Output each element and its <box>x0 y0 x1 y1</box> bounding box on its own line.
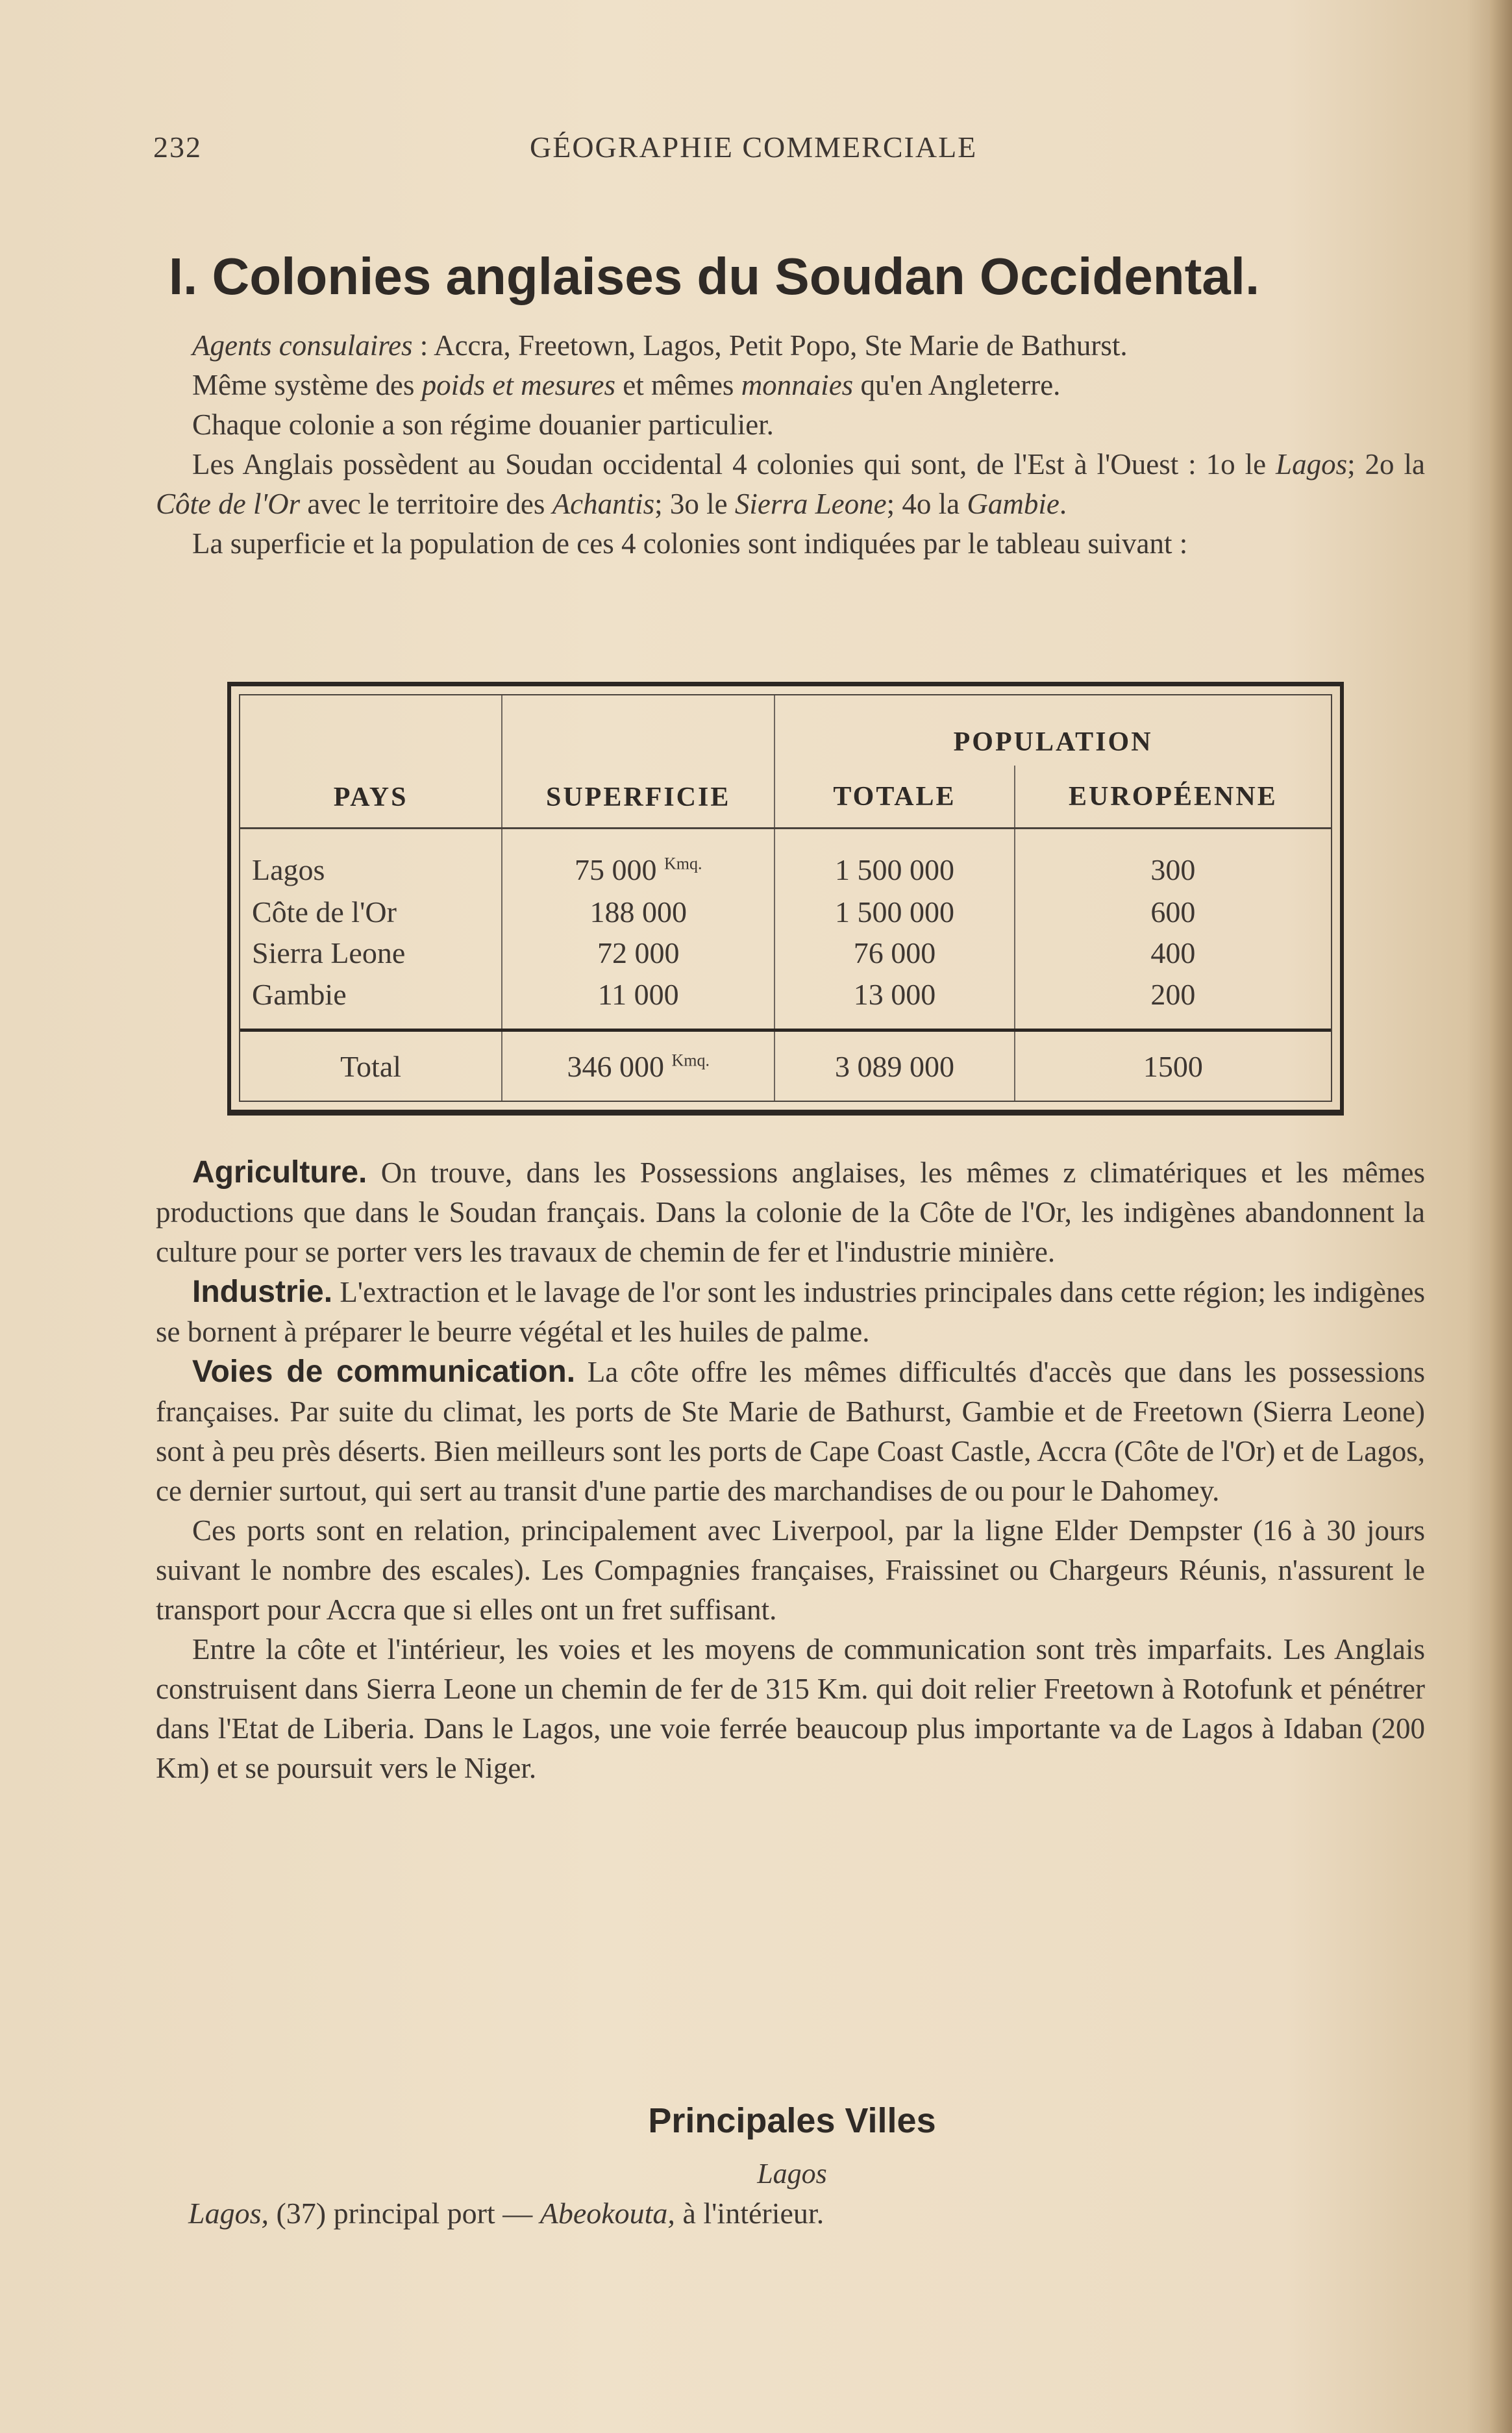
city-name: Lagos, <box>188 2197 269 2230</box>
villes-heading: Principales Villes <box>648 2101 936 2140</box>
cell-pays: Lagos <box>252 853 325 887</box>
cell-europeenne: 200 <box>1015 973 1331 1030</box>
text-run: . <box>1059 488 1067 520</box>
industrie-label: Industrie. <box>192 1275 333 1309</box>
text-italic: monnaies <box>741 369 854 401</box>
header-totale: TOTALE <box>775 766 1015 829</box>
cell-totale: 76 000 <box>775 932 1015 973</box>
text-run: Même système des <box>192 369 422 401</box>
page-number: 232 <box>153 131 202 164</box>
text-run: ; 4o la <box>886 488 967 520</box>
cell-superficie: 72 000 <box>502 932 775 973</box>
text-run: avec le territoire des <box>300 488 552 520</box>
table-row <box>240 973 1331 1030</box>
text-italic: Sierra Leone <box>734 488 887 520</box>
agriculture-text: On trouve, dans les Possessions anglaises, les mêmes z climatériques et les mêmes productions que dans le Soudan français. Dans la colonie de la Côte de l'Or, les indigènes abandonnent la culture pour se porter vers les travaux de chemin de fer et l'industrie minière. <box>156 1156 1425 1268</box>
text-run: Les Anglais possèdent au Soudan occidental 4 colonies qui sont, de l'Est à l'Ouest : 1o le <box>192 448 1276 480</box>
agents-text: : Accra, Freetown, Lagos, Petit Popo, Ste Marie de Bathurst. <box>412 329 1128 362</box>
cell-totale: 13 000 <box>775 973 1015 1030</box>
text-italic: Gambie <box>967 488 1060 520</box>
unit: Kmq. <box>671 1051 710 1070</box>
table-inner-frame <box>239 694 1332 1102</box>
value: 75 000 <box>574 853 657 887</box>
cell-total-europeenne: 1500 <box>1015 1030 1331 1101</box>
cell-total-totale: 3 089 000 <box>775 1030 1015 1101</box>
cell-totale: 1 500 000 <box>775 829 1015 892</box>
cell-europeenne: 300 <box>1015 829 1331 892</box>
city-desc: à l'intérieur. <box>675 2197 824 2230</box>
cell-europeenne: 400 <box>1015 932 1331 973</box>
text-run: ; 3o le <box>654 488 735 520</box>
cell-total-superficie <box>502 1030 775 1101</box>
unit: Kmq. <box>663 854 702 873</box>
header-pays: PAYS <box>240 695 502 829</box>
header-population: POPULATION <box>775 695 1331 766</box>
cell-pays: Côte de l'Or <box>252 895 397 929</box>
agriculture-paragraph <box>156 1153 1425 1272</box>
page-edge <box>1490 0 1512 2433</box>
text-italic: Achantis <box>552 488 655 520</box>
ports-paragraph: Ces ports sont en relation, principalement avec Liverpool, par la ligne Elder Dempster (16 à 30 jours suivant le nombre des escales). Les Compagnies françaises, Fraissinet ou Chargeurs Réunis, n'assurent le transport pour Accra que si elles ont un fret suffisant. <box>156 1514 1425 1626</box>
table-header-row <box>240 695 1331 766</box>
text-run: ; 2o la <box>1347 448 1425 480</box>
table-row <box>240 932 1331 973</box>
cell-superficie: 188 000 <box>502 891 775 932</box>
running-header <box>153 130 1387 169</box>
text-italic: poids et mesures <box>421 369 615 401</box>
cell-superficie <box>502 829 775 892</box>
city-desc: (37) principal port — <box>268 2197 540 2230</box>
voies-paragraph <box>156 1352 1425 1511</box>
cell-total-label: Total <box>240 1030 502 1101</box>
cell-pays: Sierra Leone <box>252 936 406 970</box>
header-superficie: SUPERFICIE <box>502 695 775 829</box>
voies-text: La côte offre les mêmes difficultés d'accès que dans les possessions françaises. Par suite du climat, les ports de Ste Marie de Bathurst, Gambie et de Freetown (Sierra Leone) sont à peu près déserts. Bien meilleurs sont les ports de Cape Coast Castle, Accra (Côte de l'Or) et de Lagos, ce dernier surtout, qui sert au transit d'une partie des marchandises de ou pour le Dahomey. <box>156 1356 1425 1507</box>
running-title: GÉOGRAPHIE COMMERCIALE <box>530 131 978 164</box>
intro-section <box>156 326 1425 564</box>
city-name: Abeokouta, <box>539 2197 675 2230</box>
sections-body <box>156 1153 1425 1788</box>
agents-label: Agents consulaires <box>192 329 413 362</box>
table-row <box>240 891 1331 932</box>
industrie-text: L'extraction et le lavage de l'or sont les industries principales dans cette région; les indigènes se bornent à préparer le beurre végétal et les huiles de palme. <box>156 1276 1425 1348</box>
table-total-row <box>240 1030 1331 1101</box>
cell-superficie: 11 000 <box>502 973 775 1030</box>
cell-europeenne: 600 <box>1015 891 1331 932</box>
villes-entry <box>188 2196 824 2230</box>
colonies-paragraph <box>156 445 1425 524</box>
chapter-title: I. Colonies anglaises du Soudan Occidental. <box>168 247 1260 305</box>
voies-label: Voies de communication. <box>192 1354 576 1389</box>
value: 346 000 <box>567 1049 664 1083</box>
text-run: qu'en Angleterre. <box>853 369 1061 401</box>
cell-totale: 1 500 000 <box>775 891 1015 932</box>
text-italic: Côte de l'Or <box>156 488 301 520</box>
regime-paragraph: Chaque colonie a son régime douanier particulier. <box>192 408 774 441</box>
text-italic: Lagos <box>1276 448 1348 480</box>
interieur-paragraph: Entre la côte et l'intérieur, les voies et les moyens de communication sont très imparfaits. Les Anglais construisent dans Sierra Leone un chemin de fer de 315 Km. qui doit relier Freetown à Rotofunk et pénétrer dans l'Etat de Liberia. Dans le Lagos, une voie ferrée beaucoup plus importante va de Lagos à Idaban (200 Km) et se poursuit vers le Niger. <box>156 1633 1425 1784</box>
table-row <box>240 829 1331 892</box>
villes-subheading: Lagos <box>757 2158 827 2190</box>
population-table <box>227 682 1344 1116</box>
superficie-paragraph: La superficie et la population de ces 4 colonies sont indiquées par le tableau suivant : <box>192 527 1188 560</box>
systeme-paragraph <box>156 366 1425 405</box>
agriculture-label: Agriculture. <box>192 1155 367 1190</box>
cell-pays: Gambie <box>252 978 347 1012</box>
data-table <box>240 695 1331 1101</box>
text-run: et mêmes <box>615 369 741 401</box>
industrie-paragraph <box>156 1272 1425 1352</box>
header-europeenne: EUROPÉENNE <box>1015 766 1331 829</box>
agents-paragraph <box>156 326 1425 366</box>
